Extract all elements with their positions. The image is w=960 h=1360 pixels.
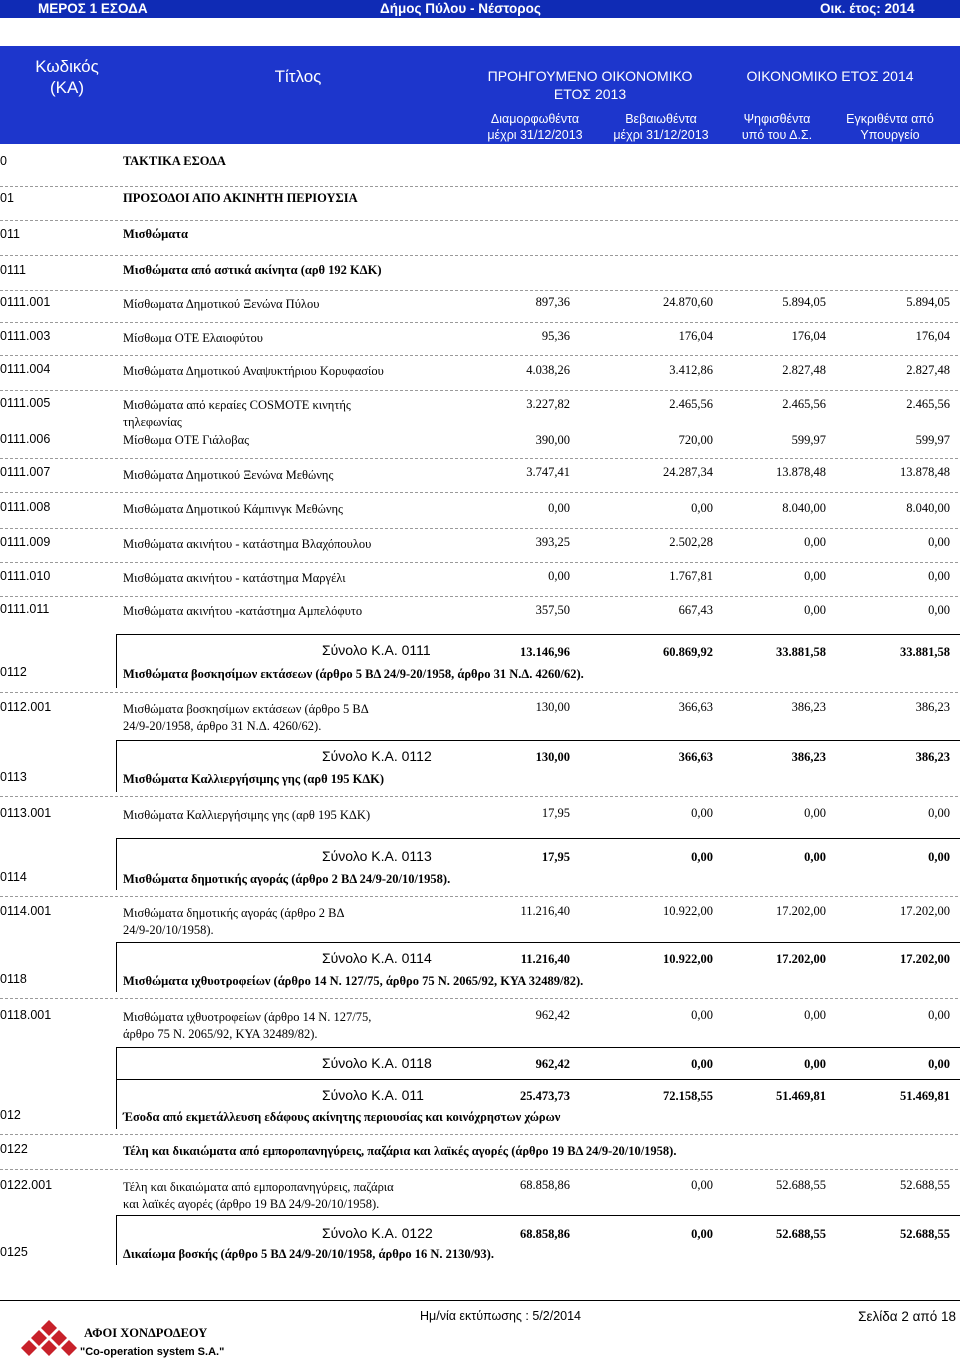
print-date: Ημ/νία εκτύπωσης : 5/2/2014 [420, 1309, 581, 1323]
row-title: Μισθώματα από αστικά ακίνητα (αρθ 192 ΚΔΚ) [123, 263, 382, 277]
row-divider [0, 255, 958, 256]
header-title: Τίτλος [274, 67, 322, 86]
value-cur-approved: 2.465,56 [906, 397, 950, 411]
subtotal-prev-confirmed: 0,00 [691, 1057, 713, 1071]
header-code: Κωδικός (ΚΑ) [35, 57, 99, 98]
row-divider [0, 998, 958, 999]
subtotal-bracket [116, 1215, 117, 1265]
subtotal-cur-voted: 33.881,58 [776, 645, 826, 659]
value-cur-approved: 5.894,05 [906, 295, 950, 309]
column-header [0, 46, 960, 144]
row-title: Μισθώματα δημοτικής αγοράς (άρθρο 2 ΒΔ 24/9-20/10/1958). [123, 872, 451, 886]
value-prev-confirmed: 10.922,00 [663, 904, 713, 918]
row-code: 0113 [0, 770, 27, 784]
row-code: 0111.011 [0, 602, 50, 616]
row-title: Μισθώματα ιχθυοτροφείων (άρθρο 14 Ν. 127/75, [123, 1010, 372, 1024]
subtotal-label: Σύνολο Κ.Α. 0122 [322, 1225, 433, 1241]
row-code: 0114 [0, 870, 27, 884]
subtotal-prev-confirmed: 0,00 [691, 850, 713, 864]
subtotal-cur-approved: 51.469,81 [900, 1089, 950, 1103]
row-code: 0118.001 [0, 1008, 52, 1022]
row-divider [0, 322, 958, 323]
top-bar [0, 0, 960, 18]
header-current-year: ΟΙΚΟΝΟΜΙΚΟ ΕΤΟΣ 2014 [746, 68, 914, 84]
row-title: Μισθώματα βοσκησίμων εκτάσεων (άρθρο 5 ΒΔ [123, 702, 369, 716]
value-prev-formed: 0,00 [548, 501, 570, 515]
subtotal-cur-voted: 51.469,81 [776, 1089, 826, 1103]
row-divider [0, 220, 958, 221]
subtotal-prev-formed: 11.216,40 [520, 952, 570, 966]
municipality-label: Δήμος Πύλου - Νέστορος [380, 1, 541, 16]
value-cur-voted: 0,00 [804, 1008, 826, 1022]
header-cur-approved: Εγκριθέντα από Υπουργείο [846, 112, 934, 142]
value-cur-voted: 17.202,00 [776, 904, 826, 918]
row-divider [0, 492, 958, 493]
row-title: Τέλη και δικαιώματα από εμποροπανηγύρεις, παζάρια και λαϊκές αγορές (άρθρο 19 ΒΔ 24/9-20/10/1958). [123, 1144, 677, 1158]
value-cur-approved: 52.688,55 [900, 1178, 950, 1192]
row-title: ΠΡΟΣΟΔΟΙ ΑΠΟ ΑΚΙΝΗΤΗ ΠΕΡΙΟΥΣΙΑ [123, 191, 358, 205]
header-previous-year: ΠΡΟΗΓΟΥΜΕΝΟ ΟΙΚΟΝΟΜΙΚΟ ΕΤΟΣ 2013 [487, 68, 693, 102]
row-title: Μισθώματα Δημοτικού Κάμπινγκ Μεθώνης [123, 502, 343, 516]
subtotal-bracket [116, 740, 117, 792]
value-cur-approved: 0,00 [928, 535, 950, 549]
value-prev-confirmed: 3.412,86 [669, 363, 713, 377]
value-prev-formed: 393,25 [535, 535, 570, 549]
row-code: 0118 [0, 972, 27, 986]
subtotal-cur-voted: 17.202,00 [776, 952, 826, 966]
value-cur-voted: 599,97 [791, 433, 826, 447]
value-cur-approved: 0,00 [928, 806, 950, 820]
value-cur-approved: 8.040,00 [906, 501, 950, 515]
row-code: 011 [0, 227, 20, 241]
row-divider [0, 458, 958, 459]
subtotal-rule [116, 634, 960, 635]
value-prev-confirmed: 720,00 [678, 433, 713, 447]
value-prev-formed: 130,00 [535, 700, 570, 714]
row-title: Μισθώματα Δημοτικού Αναψυκτήριου Κορυφασίου [123, 364, 384, 378]
subtotal-prev-formed: 25.473,73 [520, 1089, 570, 1103]
row-title: Μίσθωμα ΟΤΕ Γιάλοβας [123, 433, 250, 447]
subtotal-rule [116, 838, 960, 839]
row-title: Μισθώματα ακινήτου -κατάστημα Αμπελόφυτο [123, 604, 363, 618]
value-prev-formed: 11.216,40 [520, 904, 570, 918]
row-code: 01 [0, 191, 14, 205]
subtotal-prev-formed: 68.858,86 [520, 1227, 570, 1241]
value-prev-confirmed: 0,00 [691, 806, 713, 820]
row-code: 0122.001 [0, 1178, 53, 1192]
row-code: 0113.001 [0, 806, 52, 820]
row-code: 0111.001 [0, 295, 51, 309]
row-title: Μίσθωμα ΟΤΕ Ελαιοφύτου [123, 331, 263, 345]
row-code: 0111.004 [0, 362, 51, 376]
subtotal-cur-approved: 386,23 [915, 750, 950, 764]
row-title: Μισθώματα ιχθυοτροφείων (άρθρο 14 Ν. 127/75, άρθρο 75 Ν. 2065/92, ΚΥΑ 32489/82). [123, 974, 584, 988]
row-code: 0111 [0, 263, 26, 277]
subtotal-bracket [116, 942, 117, 992]
logo-diamonds [21, 1320, 77, 1356]
row-divider [0, 355, 958, 356]
subtotal-rule [116, 1047, 960, 1048]
row-code: 012 [0, 1108, 21, 1122]
row-code: 0111.007 [0, 465, 51, 479]
row-title: Μισθώματα Δημοτικού Ξενώνα Μεθώνης [123, 468, 334, 482]
row-title-continued: 24/9-20/1958, άρθρο 31 Ν.Δ. 4260/62). [123, 719, 322, 733]
subtotal-label: Σύνολο Κ.Α. 0118 [322, 1055, 432, 1071]
subtotal-rule [116, 942, 960, 943]
value-cur-voted: 8.040,00 [782, 501, 826, 515]
row-code: 0 [0, 154, 7, 168]
row-title: Μισθώματα δημοτικής αγοράς (άρθρο 2 ΒΔ [123, 906, 345, 920]
value-prev-formed: 0,00 [548, 569, 570, 583]
subtotal-prev-formed: 130,00 [535, 750, 570, 764]
row-divider [0, 290, 958, 291]
header-prev-confirmed: Βεβαιωθέντα μέχρι 31/12/2013 [613, 112, 709, 142]
row-code: 0111.006 [0, 432, 51, 446]
row-title: Μισθώματα Καλλιεργήσιμης γης (αρθ 195 ΚΔΚ) [123, 772, 385, 786]
subtotal-prev-confirmed: 72.158,55 [663, 1089, 713, 1103]
subtotal-cur-approved: 52.688,55 [900, 1227, 950, 1241]
subtotal-rule [116, 1079, 960, 1080]
row-title: Μισθώματα ακινήτου - κατάστημα Βλαχόπουλου [123, 537, 372, 551]
row-title: Μισθώματα [123, 227, 188, 241]
value-prev-confirmed: 0,00 [691, 501, 713, 515]
value-cur-approved: 176,04 [915, 329, 950, 343]
row-title-continued: και λαϊκές αγορές (άρθρο 19 ΒΔ 24/9-20/10/1958). [123, 1197, 380, 1211]
subtotal-prev-confirmed: 0,00 [691, 1227, 713, 1241]
subtotal-label: Σύνολο Κ.Α. 011 [322, 1087, 424, 1103]
value-prev-confirmed: 0,00 [691, 1178, 713, 1192]
subtotal-cur-voted: 386,23 [791, 750, 826, 764]
value-prev-confirmed: 2.465,56 [669, 397, 713, 411]
value-cur-voted: 0,00 [804, 806, 826, 820]
value-prev-formed: 3.227,82 [526, 397, 570, 411]
subtotal-rule [116, 740, 960, 741]
value-cur-approved: 0,00 [928, 1008, 950, 1022]
value-prev-confirmed: 667,43 [678, 603, 713, 617]
value-cur-approved: 2.827,48 [906, 363, 950, 377]
row-title: Μισθώματα ακινήτου - κατάστημα Μαργέλι [123, 571, 346, 585]
row-title: Μισθώματα βοσκησίμων εκτάσεων (άρθρο 5 ΒΔ 24/9-20/1958, άρθρο 31 Ν.Δ. 4260/62). [123, 667, 584, 681]
value-cur-voted: 2.465,56 [782, 397, 826, 411]
row-code: 0111.010 [0, 569, 51, 583]
row-title: Μισθώματα Καλλιεργήσιμης γης (αρθ 195 ΚΔΚ) [123, 808, 371, 822]
value-cur-approved: 386,23 [915, 700, 950, 714]
row-divider [0, 390, 958, 391]
value-prev-formed: 4.038,26 [526, 363, 570, 377]
value-cur-approved: 17.202,00 [900, 904, 950, 918]
row-divider [0, 596, 958, 597]
value-prev-formed: 3.747,41 [526, 465, 570, 479]
subtotal-cur-voted: 0,00 [804, 850, 826, 864]
subtotal-prev-confirmed: 60.869,92 [663, 645, 713, 659]
row-title-continued: άρθρο 75 Ν. 2065/92, ΚΥΑ 32489/82). [123, 1027, 318, 1041]
header-prev-formed: Διαμορφωθέντα μέχρι 31/12/2013 [487, 112, 583, 142]
subtotal-bracket [116, 1047, 117, 1079]
section-label: ΜΕΡΟΣ 1 ΕΣΟΔΑ [38, 1, 148, 16]
value-prev-confirmed: 176,04 [678, 329, 713, 343]
value-prev-formed: 95,36 [541, 329, 570, 343]
row-divider [0, 896, 958, 897]
row-code: 0125 [0, 1245, 28, 1259]
subtotal-prev-confirmed: 10.922,00 [663, 952, 713, 966]
value-prev-formed: 17,95 [541, 806, 570, 820]
value-cur-approved: 599,97 [915, 433, 950, 447]
row-divider [0, 528, 958, 529]
subtotal-cur-approved: 33.881,58 [900, 645, 950, 659]
value-prev-confirmed: 1.767,81 [669, 569, 713, 583]
value-cur-voted: 0,00 [804, 569, 826, 583]
value-prev-formed: 390,00 [535, 433, 570, 447]
row-divider [0, 692, 958, 693]
subtotal-bracket [116, 634, 117, 688]
subtotal-bracket [116, 1079, 117, 1129]
subtotal-prev-confirmed: 366,63 [678, 750, 713, 764]
value-cur-voted: 176,04 [791, 329, 826, 343]
row-code: 0122 [0, 1142, 28, 1156]
row-title: Δικαίωμα βοσκής (άρθρο 5 ΒΔ 24/9-20/10/1958, άρθρο 16 Ν. 2130/93). [123, 1247, 494, 1261]
value-prev-confirmed: 24.287,34 [663, 465, 713, 479]
subtotal-cur-approved: 0,00 [928, 850, 950, 864]
value-cur-voted: 0,00 [804, 603, 826, 617]
row-title-continued: τηλεφωνίας [123, 415, 182, 429]
subtotal-cur-voted: 0,00 [804, 1057, 826, 1071]
fiscal-year-label: Οικ. έτος: 2014 [820, 1, 915, 16]
company-name: ΑΦΟΙ ΧΟΝΔΡΟΔΕΟΥ [84, 1326, 208, 1340]
row-title-continued: 24/9-20/10/1958). [123, 923, 214, 937]
subtotal-prev-formed: 13.146,96 [520, 645, 570, 659]
subtotal-label: Σύνολο Κ.Α. 0111 [322, 642, 431, 658]
subtotal-cur-approved: 0,00 [928, 1057, 950, 1071]
row-code: 0111.005 [0, 396, 51, 410]
row-title: Έσοδα από εκμετάλλευση εδάφους ακίνητης περιουσίας και κοινόχρηστων χώρων [123, 1110, 561, 1124]
subtotal-cur-approved: 17.202,00 [900, 952, 950, 966]
value-prev-formed: 897,36 [535, 295, 570, 309]
value-cur-voted: 2.827,48 [782, 363, 826, 377]
value-cur-voted: 13.878,48 [776, 465, 826, 479]
value-prev-formed: 357,50 [535, 603, 570, 617]
row-divider [0, 1134, 958, 1135]
value-prev-confirmed: 2.502,28 [669, 535, 713, 549]
value-cur-voted: 5.894,05 [782, 295, 826, 309]
value-cur-voted: 386,23 [791, 700, 826, 714]
subtotal-prev-formed: 17,95 [541, 850, 570, 864]
system-name: "Co-operation system S.A." [80, 1346, 225, 1358]
row-divider [0, 1169, 958, 1170]
value-cur-voted: 0,00 [804, 535, 826, 549]
value-prev-formed: 962,42 [535, 1008, 570, 1022]
value-cur-voted: 52.688,55 [776, 1178, 826, 1192]
row-divider [0, 796, 958, 797]
subtotal-prev-formed: 962,42 [535, 1057, 570, 1071]
value-prev-formed: 68.858,86 [520, 1178, 570, 1192]
subtotal-label: Σύνολο Κ.Α. 0114 [322, 950, 432, 966]
value-cur-approved: 0,00 [928, 569, 950, 583]
value-prev-confirmed: 24.870,60 [663, 295, 713, 309]
row-code: 0111.003 [0, 329, 51, 343]
row-divider [0, 562, 958, 563]
value-prev-confirmed: 0,00 [691, 1008, 713, 1022]
subtotal-label: Σύνολο Κ.Α. 0112 [322, 748, 432, 764]
row-title: Τέλη και δικαιώματα από εμποροπανηγύρεις, παζάρια [123, 1180, 394, 1194]
footer-rule [0, 1300, 960, 1301]
row-code: 0112 [0, 665, 27, 679]
subtotal-label: Σύνολο Κ.Α. 0113 [322, 848, 432, 864]
row-code: 0111.008 [0, 500, 51, 514]
row-code: 0114.001 [0, 904, 52, 918]
subtotal-bracket [116, 838, 117, 890]
page-number: Σελίδα 2 από 18 [858, 1309, 956, 1324]
row-title: ΤΑΚΤΙΚΑ ΕΣΟΔΑ [123, 154, 226, 168]
row-code: 0112.001 [0, 700, 52, 714]
row-code: 0111.009 [0, 535, 51, 549]
value-cur-approved: 0,00 [928, 603, 950, 617]
subtotal-cur-voted: 52.688,55 [776, 1227, 826, 1241]
row-divider [0, 186, 958, 187]
value-prev-confirmed: 366,63 [678, 700, 713, 714]
row-title: Μίσθωματα Δημοτικού Ξενώνα Πύλου [123, 297, 320, 311]
header-cur-voted: Ψηφισθέντα υπό του Δ.Σ. [741, 112, 813, 142]
row-title: Μισθώματα από κεραίες COSMOTE κινητής [123, 398, 351, 412]
diamond-grid-logo-icon [20, 1318, 78, 1358]
value-cur-approved: 13.878,48 [900, 465, 950, 479]
subtotal-rule [116, 1215, 960, 1216]
